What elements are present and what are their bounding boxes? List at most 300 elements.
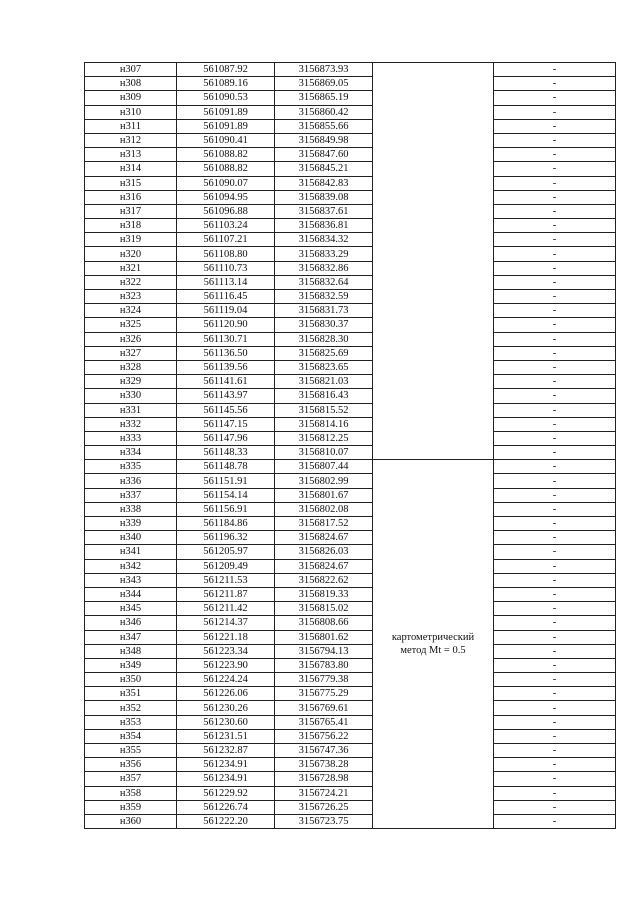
table-row — [85, 715, 616, 729]
method-cell-empty — [373, 119, 494, 133]
x-coordinate-cell: 561214.37 — [177, 616, 275, 630]
point-name-cell: н318 — [85, 219, 177, 233]
note-cell: - — [494, 758, 616, 772]
x-coordinate-cell: 561090.53 — [177, 91, 275, 105]
method-text-line: метод Mt = 0.5 — [400, 645, 466, 657]
point-name-cell: н319 — [85, 233, 177, 247]
table-row — [85, 772, 616, 786]
point-name-cell: н323 — [85, 290, 177, 304]
table-row — [85, 204, 616, 218]
y-coordinate-cell: 3156821.03 — [275, 375, 373, 389]
x-coordinate-cell: 561221.18 — [177, 630, 275, 644]
y-coordinate-cell: 3156794.13 — [275, 644, 373, 658]
y-coordinate-cell: 3156824.67 — [275, 531, 373, 545]
point-name-cell: н333 — [85, 431, 177, 445]
method-cell-empty — [373, 332, 494, 346]
x-coordinate-cell: 561088.82 — [177, 162, 275, 176]
y-coordinate-cell: 3156808.66 — [275, 616, 373, 630]
y-coordinate-cell: 3156819.33 — [275, 587, 373, 601]
point-name-cell: н349 — [85, 658, 177, 672]
x-coordinate-cell: 561090.41 — [177, 133, 275, 147]
note-cell: - — [494, 148, 616, 162]
point-name-cell: н317 — [85, 204, 177, 218]
x-coordinate-cell: 561223.34 — [177, 644, 275, 658]
x-coordinate-cell: 561096.88 — [177, 204, 275, 218]
point-name-cell: н332 — [85, 417, 177, 431]
point-name-cell: н357 — [85, 772, 177, 786]
y-coordinate-cell: 3156775.29 — [275, 687, 373, 701]
note-cell: - — [494, 91, 616, 105]
point-name-cell: н315 — [85, 176, 177, 190]
x-coordinate-cell: 561154.14 — [177, 488, 275, 502]
y-coordinate-cell: 3156807.44 — [275, 460, 373, 474]
x-coordinate-cell: 561107.21 — [177, 233, 275, 247]
method-cell-empty — [373, 204, 494, 218]
x-coordinate-cell: 561120.90 — [177, 318, 275, 332]
note-cell: - — [494, 729, 616, 743]
note-cell: - — [494, 517, 616, 531]
note-cell: - — [494, 332, 616, 346]
method-cell-empty — [373, 375, 494, 389]
point-name-cell: н310 — [85, 105, 177, 119]
point-name-cell: н337 — [85, 488, 177, 502]
y-coordinate-cell: 3156842.83 — [275, 176, 373, 190]
x-coordinate-cell: 561231.51 — [177, 729, 275, 743]
note-cell: - — [494, 77, 616, 91]
y-coordinate-cell: 3156724.21 — [275, 786, 373, 800]
point-name-cell: н352 — [85, 701, 177, 715]
x-coordinate-cell: 561211.42 — [177, 602, 275, 616]
note-cell: - — [494, 247, 616, 261]
x-coordinate-cell: 561234.91 — [177, 758, 275, 772]
point-name-cell: н351 — [85, 687, 177, 701]
note-cell: - — [494, 360, 616, 374]
note-cell: - — [494, 105, 616, 119]
y-coordinate-cell: 3156747.36 — [275, 744, 373, 758]
method-cell-empty — [373, 304, 494, 318]
x-coordinate-cell: 561205.97 — [177, 545, 275, 559]
point-name-cell: н325 — [85, 318, 177, 332]
y-coordinate-cell: 3156826.03 — [275, 545, 373, 559]
x-coordinate-cell: 561232.87 — [177, 744, 275, 758]
x-coordinate-cell: 561148.78 — [177, 460, 275, 474]
point-name-cell: н320 — [85, 247, 177, 261]
method-cell-empty — [373, 77, 494, 91]
table-row — [85, 673, 616, 687]
method-text-line: картометрический — [391, 632, 475, 644]
point-name-cell: н327 — [85, 346, 177, 360]
y-coordinate-cell: 3156728.98 — [275, 772, 373, 786]
table-row — [85, 616, 616, 630]
method-cell-empty — [373, 446, 494, 460]
x-coordinate-cell: 561139.56 — [177, 360, 275, 374]
point-name-cell: н343 — [85, 573, 177, 587]
y-coordinate-cell: 3156822.62 — [275, 573, 373, 587]
note-cell: - — [494, 290, 616, 304]
x-coordinate-cell: 561116.45 — [177, 290, 275, 304]
table-row — [85, 247, 616, 261]
y-coordinate-cell: 3156828.30 — [275, 332, 373, 346]
table-row — [85, 190, 616, 204]
point-name-cell: н356 — [85, 758, 177, 772]
note-cell: - — [494, 687, 616, 701]
y-coordinate-cell: 3156830.37 — [275, 318, 373, 332]
y-coordinate-cell: 3156873.93 — [275, 63, 373, 77]
table-row — [85, 318, 616, 332]
table-row — [85, 148, 616, 162]
y-coordinate-cell: 3156831.73 — [275, 304, 373, 318]
x-coordinate-cell: 561090.07 — [177, 176, 275, 190]
y-coordinate-cell: 3156832.64 — [275, 275, 373, 289]
x-coordinate-cell: 561230.60 — [177, 715, 275, 729]
method-cell-empty — [373, 346, 494, 360]
y-coordinate-cell: 3156855.66 — [275, 119, 373, 133]
point-name-cell: н345 — [85, 602, 177, 616]
x-coordinate-cell: 561234.91 — [177, 772, 275, 786]
x-coordinate-cell: 561145.56 — [177, 403, 275, 417]
point-name-cell: н330 — [85, 389, 177, 403]
x-coordinate-cell: 561223.90 — [177, 658, 275, 672]
note-cell: - — [494, 389, 616, 403]
y-coordinate-cell: 3156823.65 — [275, 360, 373, 374]
table-row — [85, 701, 616, 715]
x-coordinate-cell: 561091.89 — [177, 105, 275, 119]
y-coordinate-cell: 3156812.25 — [275, 431, 373, 445]
note-cell: - — [494, 219, 616, 233]
table-row — [85, 275, 616, 289]
method-cell-empty — [373, 105, 494, 119]
point-name-cell: н322 — [85, 275, 177, 289]
note-cell: - — [494, 602, 616, 616]
point-name-cell: н314 — [85, 162, 177, 176]
table-row — [85, 517, 616, 531]
point-name-cell: н331 — [85, 403, 177, 417]
table-row — [85, 687, 616, 701]
y-coordinate-cell: 3156783.80 — [275, 658, 373, 672]
method-cell-empty — [373, 417, 494, 431]
point-name-cell: н354 — [85, 729, 177, 743]
y-coordinate-cell: 3156869.05 — [275, 77, 373, 91]
point-name-cell: н359 — [85, 800, 177, 814]
method-cell-empty — [373, 403, 494, 417]
x-coordinate-cell: 561136.50 — [177, 346, 275, 360]
note-cell: - — [494, 545, 616, 559]
point-name-cell: н313 — [85, 148, 177, 162]
y-coordinate-cell: 3156723.75 — [275, 814, 373, 828]
y-coordinate-cell: 3156815.52 — [275, 403, 373, 417]
point-name-cell: н321 — [85, 261, 177, 275]
y-coordinate-cell: 3156865.19 — [275, 91, 373, 105]
y-coordinate-cell: 3156726.25 — [275, 800, 373, 814]
x-coordinate-cell: 561211.87 — [177, 587, 275, 601]
y-coordinate-cell: 3156860.42 — [275, 105, 373, 119]
table-row — [85, 332, 616, 346]
x-coordinate-cell: 561087.92 — [177, 63, 275, 77]
x-coordinate-cell: 561156.91 — [177, 502, 275, 516]
y-coordinate-cell: 3156802.99 — [275, 474, 373, 488]
point-name-cell: н308 — [85, 77, 177, 91]
table-row — [85, 488, 616, 502]
note-cell: - — [494, 658, 616, 672]
table-row — [85, 304, 616, 318]
note-cell: - — [494, 814, 616, 828]
y-coordinate-cell: 3156779.38 — [275, 673, 373, 687]
x-coordinate-cell: 561148.33 — [177, 446, 275, 460]
point-name-cell: н340 — [85, 531, 177, 545]
table-row — [85, 460, 616, 474]
table-row — [85, 545, 616, 559]
x-coordinate-cell: 561130.71 — [177, 332, 275, 346]
point-name-cell: н346 — [85, 616, 177, 630]
y-coordinate-cell: 3156817.52 — [275, 517, 373, 531]
x-coordinate-cell: 561094.95 — [177, 190, 275, 204]
y-coordinate-cell: 3156839.08 — [275, 190, 373, 204]
x-coordinate-cell: 561229.92 — [177, 786, 275, 800]
method-cell-empty — [373, 389, 494, 403]
method-cell — [373, 460, 494, 829]
method-cell-empty — [373, 148, 494, 162]
y-coordinate-cell: 3156832.59 — [275, 290, 373, 304]
table-row — [85, 446, 616, 460]
point-name-cell: н342 — [85, 559, 177, 573]
table-row — [85, 658, 616, 672]
note-cell: - — [494, 375, 616, 389]
point-name-cell: н338 — [85, 502, 177, 516]
x-coordinate-cell: 561147.15 — [177, 417, 275, 431]
table-row — [85, 290, 616, 304]
x-coordinate-cell: 561147.96 — [177, 431, 275, 445]
table-row — [85, 786, 616, 800]
y-coordinate-cell: 3156814.16 — [275, 417, 373, 431]
point-name-cell: н339 — [85, 517, 177, 531]
point-name-cell: н326 — [85, 332, 177, 346]
method-cell-empty — [373, 133, 494, 147]
x-coordinate-cell: 561222.20 — [177, 814, 275, 828]
point-name-cell: н360 — [85, 814, 177, 828]
table-row — [85, 644, 616, 658]
table-row — [85, 431, 616, 445]
x-coordinate-cell: 561196.32 — [177, 531, 275, 545]
x-coordinate-cell: 561224.24 — [177, 673, 275, 687]
note-cell: - — [494, 800, 616, 814]
table-row — [85, 346, 616, 360]
x-coordinate-cell: 561103.24 — [177, 219, 275, 233]
x-coordinate-cell: 561226.74 — [177, 800, 275, 814]
table-row — [85, 403, 616, 417]
table-row — [85, 91, 616, 105]
table-row — [85, 417, 616, 431]
x-coordinate-cell: 561143.97 — [177, 389, 275, 403]
x-coordinate-cell: 561113.14 — [177, 275, 275, 289]
point-name-cell: н353 — [85, 715, 177, 729]
method-cell-empty — [373, 261, 494, 275]
note-cell: - — [494, 644, 616, 658]
x-coordinate-cell: 561108.80 — [177, 247, 275, 261]
method-cell-empty — [373, 63, 494, 77]
note-cell: - — [494, 474, 616, 488]
method-cell-empty — [373, 219, 494, 233]
y-coordinate-cell: 3156815.02 — [275, 602, 373, 616]
table-row — [85, 63, 616, 77]
table-row — [85, 176, 616, 190]
note-cell: - — [494, 744, 616, 758]
note-cell: - — [494, 587, 616, 601]
note-cell: - — [494, 346, 616, 360]
table-row — [85, 559, 616, 573]
table-row — [85, 800, 616, 814]
method-cell-empty — [373, 247, 494, 261]
note-cell: - — [494, 488, 616, 502]
note-cell: - — [494, 204, 616, 218]
point-name-cell: н329 — [85, 375, 177, 389]
point-name-cell: н328 — [85, 360, 177, 374]
x-coordinate-cell: 561184.86 — [177, 517, 275, 531]
note-cell: - — [494, 559, 616, 573]
table-row — [85, 261, 616, 275]
y-coordinate-cell: 3156849.98 — [275, 133, 373, 147]
x-coordinate-cell: 561089.16 — [177, 77, 275, 91]
method-cell-empty — [373, 275, 494, 289]
x-coordinate-cell: 561151.91 — [177, 474, 275, 488]
y-coordinate-cell: 3156769.61 — [275, 701, 373, 715]
method-cell-empty — [373, 233, 494, 247]
table-row — [85, 219, 616, 233]
note-cell: - — [494, 403, 616, 417]
note-cell: - — [494, 190, 616, 204]
point-name-cell: н336 — [85, 474, 177, 488]
point-name-cell: н311 — [85, 119, 177, 133]
y-coordinate-cell: 3156738.28 — [275, 758, 373, 772]
y-coordinate-cell: 3156816.43 — [275, 389, 373, 403]
method-cell-empty — [373, 290, 494, 304]
note-cell: - — [494, 701, 616, 715]
note-cell: - — [494, 318, 616, 332]
point-name-cell: н316 — [85, 190, 177, 204]
x-coordinate-cell: 561226.06 — [177, 687, 275, 701]
note-cell: - — [494, 772, 616, 786]
table-row — [85, 602, 616, 616]
y-coordinate-cell: 3156833.29 — [275, 247, 373, 261]
note-cell: - — [494, 715, 616, 729]
table-row — [85, 77, 616, 91]
y-coordinate-cell: 3156810.07 — [275, 446, 373, 460]
y-coordinate-cell: 3156847.60 — [275, 148, 373, 162]
note-cell: - — [494, 502, 616, 516]
table-row — [85, 162, 616, 176]
x-coordinate-cell: 561119.04 — [177, 304, 275, 318]
note-cell: - — [494, 630, 616, 644]
point-name-cell: н334 — [85, 446, 177, 460]
note-cell: - — [494, 786, 616, 800]
method-cell-empty — [373, 190, 494, 204]
note-cell: - — [494, 261, 616, 275]
table-row — [85, 389, 616, 403]
coordinates-table-body — [85, 63, 616, 829]
point-name-cell: н341 — [85, 545, 177, 559]
table-row — [85, 233, 616, 247]
note-cell: - — [494, 233, 616, 247]
note-cell: - — [494, 304, 616, 318]
coordinates-table-wrapper — [84, 62, 616, 829]
note-cell: - — [494, 446, 616, 460]
y-coordinate-cell: 3156836.81 — [275, 219, 373, 233]
method-cell-empty — [373, 176, 494, 190]
table-row — [85, 502, 616, 516]
point-name-cell: н358 — [85, 786, 177, 800]
note-cell: - — [494, 162, 616, 176]
y-coordinate-cell: 3156845.21 — [275, 162, 373, 176]
note-cell: - — [494, 133, 616, 147]
table-row — [85, 630, 616, 644]
note-cell: - — [494, 431, 616, 445]
point-name-cell: н324 — [85, 304, 177, 318]
table-row — [85, 729, 616, 743]
point-name-cell: н355 — [85, 744, 177, 758]
point-name-cell: н312 — [85, 133, 177, 147]
note-cell: - — [494, 573, 616, 587]
note-cell: - — [494, 417, 616, 431]
note-cell: - — [494, 460, 616, 474]
table-row — [85, 360, 616, 374]
table-row — [85, 133, 616, 147]
table-row — [85, 105, 616, 119]
table-row — [85, 814, 616, 828]
x-coordinate-cell: 561230.26 — [177, 701, 275, 715]
table-row — [85, 573, 616, 587]
x-coordinate-cell: 561091.89 — [177, 119, 275, 133]
point-name-cell: н344 — [85, 587, 177, 601]
method-cell-empty — [373, 91, 494, 105]
point-name-cell: н347 — [85, 630, 177, 644]
y-coordinate-cell: 3156825.69 — [275, 346, 373, 360]
note-cell: - — [494, 176, 616, 190]
coordinates-table — [84, 62, 616, 829]
x-coordinate-cell: 561209.49 — [177, 559, 275, 573]
y-coordinate-cell: 3156802.08 — [275, 502, 373, 516]
x-coordinate-cell: 561141.61 — [177, 375, 275, 389]
method-cell-empty — [373, 318, 494, 332]
table-row — [85, 474, 616, 488]
note-cell: - — [494, 275, 616, 289]
y-coordinate-cell: 3156832.86 — [275, 261, 373, 275]
x-coordinate-cell: 561110.73 — [177, 261, 275, 275]
y-coordinate-cell: 3156756.22 — [275, 729, 373, 743]
table-row — [85, 587, 616, 601]
point-name-cell: н309 — [85, 91, 177, 105]
y-coordinate-cell: 3156801.67 — [275, 488, 373, 502]
table-row — [85, 758, 616, 772]
y-coordinate-cell: 3156837.61 — [275, 204, 373, 218]
method-cell-empty — [373, 360, 494, 374]
x-coordinate-cell: 561088.82 — [177, 148, 275, 162]
y-coordinate-cell: 3156765.41 — [275, 715, 373, 729]
point-name-cell: н350 — [85, 673, 177, 687]
x-coordinate-cell: 561211.53 — [177, 573, 275, 587]
y-coordinate-cell: 3156801.62 — [275, 630, 373, 644]
note-cell: - — [494, 531, 616, 545]
note-cell: - — [494, 616, 616, 630]
point-name-cell: н335 — [85, 460, 177, 474]
note-cell: - — [494, 673, 616, 687]
note-cell: - — [494, 119, 616, 133]
table-row — [85, 531, 616, 545]
point-name-cell: н348 — [85, 644, 177, 658]
method-cell-empty — [373, 162, 494, 176]
table-row — [85, 744, 616, 758]
method-cell-empty — [373, 431, 494, 445]
note-cell: - — [494, 63, 616, 77]
point-name-cell: н307 — [85, 63, 177, 77]
